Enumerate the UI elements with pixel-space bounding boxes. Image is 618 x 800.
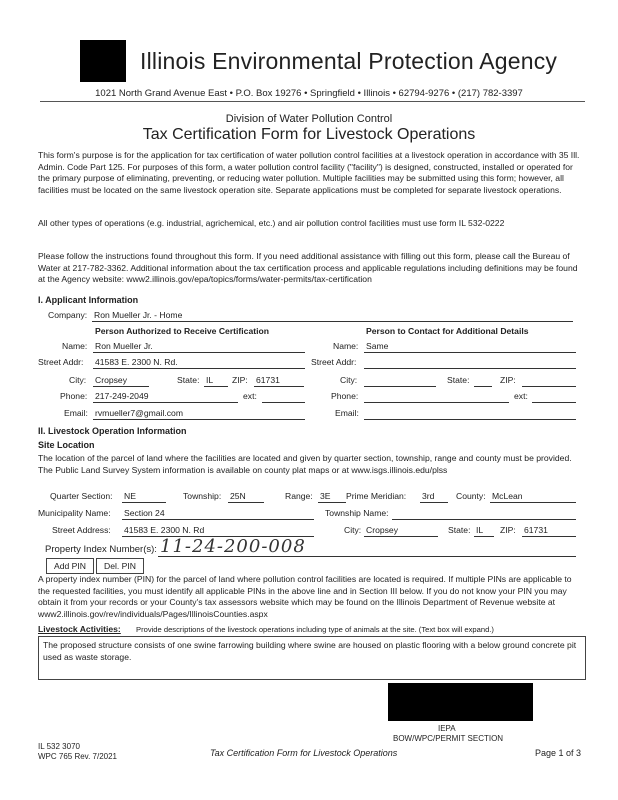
livestock-activities-label: Livestock Activities: xyxy=(38,624,121,634)
contact-zip-field[interactable] xyxy=(522,386,576,387)
meridian-underline xyxy=(420,502,448,503)
contact-ext-field[interactable] xyxy=(532,402,576,403)
contact-name-underline xyxy=(364,352,576,353)
received-stamp-line2: BOW/WPC/PERMIT SECTION xyxy=(393,734,504,743)
county-underline xyxy=(490,502,576,503)
site-state-field[interactable]: IL xyxy=(476,525,484,535)
company-underline xyxy=(92,321,573,322)
contact-zip-label: ZIP: xyxy=(500,375,516,385)
site-state-underline xyxy=(474,536,494,537)
contact-state-field[interactable] xyxy=(474,386,492,387)
site-street-field[interactable]: 41583 E. 2300 N. Rd xyxy=(124,525,205,535)
site-state-label: State: xyxy=(448,525,471,535)
form-title: Tax Certification Form for Livestock Operations xyxy=(142,126,476,143)
phone-label: Phone: xyxy=(60,391,88,401)
municipality-underline xyxy=(122,519,314,520)
state-label: State: xyxy=(177,375,200,385)
contact-email-label: Email: xyxy=(335,408,359,418)
street-underline xyxy=(93,368,305,369)
contact-name-label: Name: xyxy=(333,341,359,351)
township-name-label: Township Name: xyxy=(325,508,389,518)
division-title: Division of Water Pollution Control xyxy=(225,113,393,125)
phone-field[interactable]: 217-249-2049 xyxy=(95,391,149,401)
applicant-section-heading: I. Applicant Information xyxy=(38,295,139,305)
name-label: Name: xyxy=(62,341,88,351)
form-revision: WPC 765 Rev. 7/2021 xyxy=(38,752,118,761)
agency-logo-redacted xyxy=(80,40,126,82)
pin-label: Property Index Number(s): xyxy=(45,544,157,555)
email-label: Email: xyxy=(64,408,88,418)
contact-person-heading: Person to Contact for Additional Details xyxy=(366,326,529,336)
site-city-label: City: xyxy=(344,525,362,535)
street-label: Street Addr: xyxy=(38,357,84,367)
contact-city-field[interactable] xyxy=(364,386,436,387)
county-field[interactable]: McLean xyxy=(492,491,523,501)
agency-address: 1021 North Grand Avenue East • P.O. Box 19276 • Springfield • Illinois • 62794-9276 • (217) 782-3397 xyxy=(95,88,523,99)
livestock-activities-text: The proposed structure consists of one swine farrowing building where swine are housed on plastic flooring with a below ground concrete pit used as waste storage. xyxy=(43,640,577,662)
street-field[interactable]: 41583 E. 2300 N. Rd. xyxy=(95,357,178,367)
site-city-underline xyxy=(364,536,438,537)
site-location-paragraph: The location of the parcel of land where the facilities are located and given by quarter section, township, range and county must be provided. The Public Land Survey System information is available on county plat maps or at www.isgs.illinois.edu/plss xyxy=(38,453,572,475)
zip-label: ZIP: xyxy=(232,375,248,385)
pin-underline xyxy=(158,556,576,557)
city-label: City: xyxy=(69,375,87,385)
state-field[interactable]: IL xyxy=(206,375,214,385)
email-field[interactable]: rvmueller7@gmail.com xyxy=(95,408,183,418)
received-stamp-line1: IEPA xyxy=(438,724,456,733)
site-zip-underline xyxy=(522,536,576,537)
add-pin-button[interactable]: Add PIN xyxy=(46,558,94,574)
header-divider xyxy=(40,101,585,102)
county-label: County: xyxy=(456,491,486,501)
meridian-label: Prime Meridian: xyxy=(346,491,407,501)
township-underline xyxy=(228,502,264,503)
pin-paragraph: A property index number (PIN) for the parcel of land where pollution control facilities are located is required. If multiple PINs are applicable to the requested facilities, you must identify all applicable PINs in the above line and in Section III below. If you do not know your PIN you may obtain it from your records or your County's tax assessors website which may be found on the Illinois Department of Revenue website at www2.illinois.gov/rev/individuals/Pages/IllinoisCounties.aspx xyxy=(38,574,572,619)
agency-name: Illinois Environmental Protection Agency xyxy=(140,48,558,74)
quarter-section-label: Quarter Section: xyxy=(50,491,113,501)
instructions-paragraph: Please follow the instructions found throughout this form. If you need additional assistance with filling out this form, please call the Bureau of Water at 217-782-3362. Additional information about the tax certification process and applicable regulations including definitions may be found at the Agency website: www2.illinois.gov/epa/topics/forms/water-permits/tax-certification xyxy=(38,251,578,284)
city-field[interactable]: Cropsey xyxy=(95,375,127,385)
page-number: Page 1 of 3 xyxy=(535,748,582,758)
pin-field[interactable]: 11-24-200-008 xyxy=(160,536,306,557)
authorized-person-heading: Person Authorized to Receive Certification xyxy=(95,326,269,336)
range-underline xyxy=(318,502,346,503)
city-underline xyxy=(93,386,149,387)
contact-ext-label: ext: xyxy=(514,391,528,401)
contact-state-label: State: xyxy=(447,375,470,385)
livestock-section-heading: II. Livestock Operation Information xyxy=(38,426,187,436)
zip-underline xyxy=(254,386,304,387)
township-name-field[interactable] xyxy=(392,519,576,520)
ext-field[interactable] xyxy=(262,402,305,403)
company-label: Company: xyxy=(48,310,88,320)
site-city-field[interactable]: Cropsey xyxy=(366,525,398,535)
contact-phone-field[interactable] xyxy=(364,402,509,403)
contact-phone-label: Phone: xyxy=(331,391,359,401)
site-street-label: Street Address: xyxy=(52,525,111,535)
township-label: Township: xyxy=(183,491,222,501)
company-field[interactable]: Ron Mueller Jr. - Home xyxy=(94,310,183,320)
site-zip-label: ZIP: xyxy=(500,525,516,535)
contact-street-field[interactable] xyxy=(364,368,576,369)
ext-label: ext: xyxy=(243,391,257,401)
name-underline xyxy=(93,352,305,353)
contact-street-label: Street Addr: xyxy=(311,357,357,367)
contact-name-field[interactable]: Same xyxy=(366,341,389,351)
site-location-heading: Site Location xyxy=(38,440,95,450)
delete-pin-button[interactable]: Del. PIN xyxy=(96,558,144,574)
township-field[interactable]: 25N xyxy=(230,491,246,501)
other-types-paragraph: All other types of operations (e.g. industrial, agrichemical, etc.) and air pollution control facilities must use form IL 532-0222 xyxy=(38,218,505,228)
phone-underline xyxy=(93,402,238,403)
email-underline xyxy=(93,419,305,420)
redacted-stamp-block xyxy=(388,683,533,721)
range-field[interactable]: 3E xyxy=(320,491,331,501)
state-underline xyxy=(204,386,228,387)
contact-city-label: City: xyxy=(340,375,358,385)
footer-form-title: Tax Certification Form for Livestock Operations xyxy=(210,748,398,758)
meridian-field[interactable]: 3rd xyxy=(422,491,435,501)
purpose-paragraph: This form's purpose is for the application for tax certification of water pollution control facilities at a livestock operation in accordance with 35 Ill. Admin. Code Part 125. For purposes of this form, a water pollution control facility ("facility") is designed, constructed, installed or operated for the primary purpose of eliminating, preventing, or reducing water pollution. Multiple facilities may be submitted using this form; however, all facilities must be located on the same livestock operation site. Separate applications must be completed for separate livestock operations. xyxy=(38,150,580,195)
zip-field[interactable]: 61731 xyxy=(256,375,280,385)
municipality-field[interactable]: Section 24 xyxy=(124,508,165,518)
form-number: IL 532 3070 xyxy=(38,742,80,751)
range-label: Range: xyxy=(285,491,313,501)
quarter-section-underline xyxy=(122,502,166,503)
site-zip-field[interactable]: 61731 xyxy=(524,525,548,535)
municipality-label: Municipality Name: xyxy=(38,508,111,518)
name-field[interactable]: Ron Mueller Jr. xyxy=(95,341,153,351)
livestock-activities-hint: Provide descriptions of the livestock operations including type of animals at the site. (Text box will expand.) xyxy=(136,625,494,634)
contact-email-field[interactable] xyxy=(364,419,576,420)
quarter-section-field[interactable]: NE xyxy=(124,491,136,501)
livestock-activities-textbox[interactable] xyxy=(38,636,586,680)
